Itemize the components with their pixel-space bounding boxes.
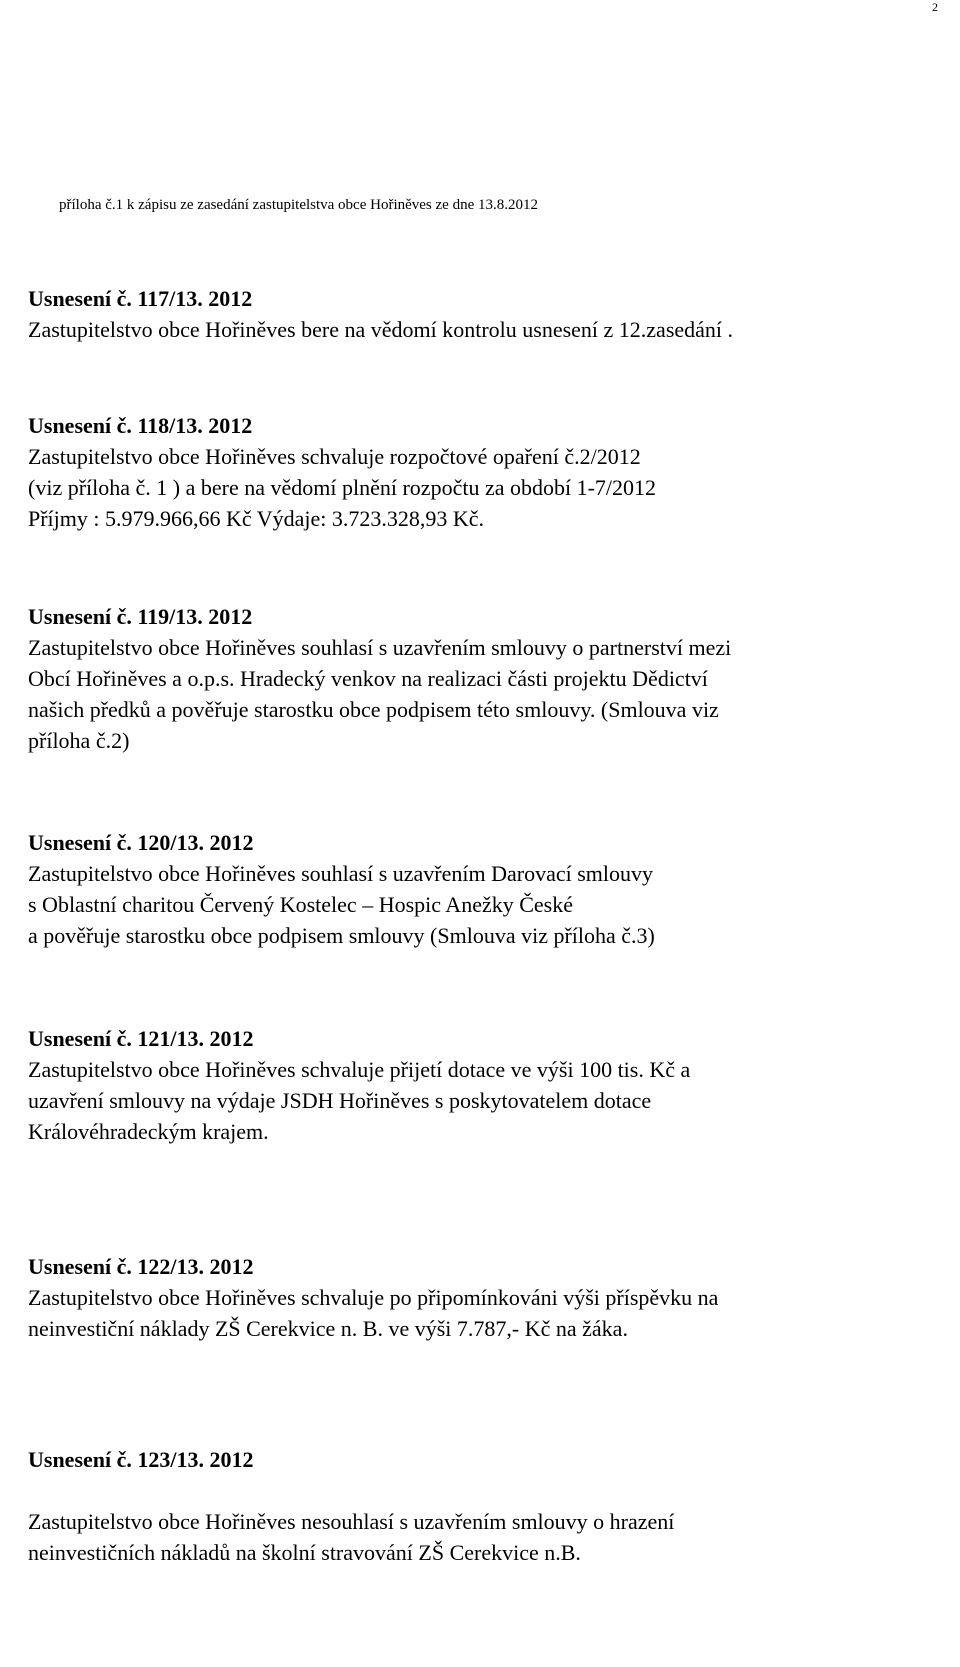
resolution-118 — [28, 410, 953, 534]
resolution-120 — [28, 827, 953, 951]
header-note: příloha č.1 k zápisu ze zasedání zastupitelstva obce Hořiněves ze dne 13.8.2012 — [59, 197, 538, 213]
resolution-text-line: Zastupitelstvo obce Hořiněves souhlasí s uzavřením Darovací smlouvy — [28, 861, 654, 886]
resolution-text-line: (viz příloha č. 1 ) a bere na vědomí plnění rozpočtu za období 1-7/2012 — [28, 475, 657, 500]
resolution-title: Usnesení č. 117/13. 2012 — [28, 286, 253, 311]
resolution-text-line: neinvestiční náklady ZŠ Cerekvice n. B. ve výši 7.787,- Kč na žáka. — [28, 1316, 628, 1341]
resolution-text-line: Zastupitelstvo obce Hořiněves schvaluje přijetí dotace ve výši 100 tis. Kč a — [28, 1057, 691, 1082]
resolution-text-line: Zastupitelstvo obce Hořiněves souhlasí s uzavřením smlouvy o partnerství mezi — [28, 635, 732, 660]
resolution-122 — [28, 1251, 953, 1344]
resolution-text-line: Zastupitelstvo obce Hořiněves schvaluje po připomínkováni výši příspěvku na — [28, 1285, 719, 1310]
resolution-title: Usnesení č. 120/13. 2012 — [28, 830, 254, 855]
resolution-blank-line — [28, 1475, 953, 1506]
resolution-title: Usnesení č. 122/13. 2012 — [28, 1254, 254, 1279]
resolution-text-line: našich předků a pověřuje starostku obce podpisem této smlouvy. (Smlouva viz — [28, 697, 719, 722]
resolution-text-line: s Oblastní charitou Červený Kostelec – Hospic Anežky České — [28, 892, 573, 917]
resolution-119 — [28, 601, 953, 756]
resolution-121 — [28, 1023, 953, 1147]
resolution-title: Usnesení č. 123/13. 2012 — [28, 1447, 254, 1472]
page-number: 2 — [932, 0, 938, 14]
resolution-title: Usnesení č. 119/13. 2012 — [28, 604, 253, 629]
resolution-text-line: Obcí Hořiněves a o.p.s. Hradecký venkov na realizaci části projektu Dědictví — [28, 666, 708, 691]
resolution-text-line: a pověřuje starostku obce podpisem smlouvy (Smlouva viz příloha č.3) — [28, 923, 655, 948]
resolution-text-line: Zastupitelstvo obce Hořiněves nesouhlasí s uzavřením smlouvy o hrazení — [28, 1509, 675, 1534]
resolution-117 — [28, 283, 953, 345]
resolution-text-line: neinvestičních nákladů na školní stravování ZŠ Cerekvice n.B. — [28, 1540, 581, 1565]
resolution-text-line: Zastupitelstvo obce Hořiněves schvaluje rozpočtové opaření č.2/2012 — [28, 444, 641, 469]
resolution-text-line: příloha č.2) — [28, 728, 130, 753]
resolution-text-line: Příjmy : 5.979.966,66 Kč Výdaje: 3.723.328,93 Kč. — [28, 506, 485, 531]
resolution-title: Usnesení č. 118/13. 2012 — [28, 413, 253, 438]
resolution-text-line: Zastupitelstvo obce Hořiněves bere na vědomí kontrolu usnesení z 12.zasedání . — [28, 317, 734, 342]
resolution-text-line: uzavření smlouvy na výdaje JSDH Hořiněves s poskytovatelem dotace — [28, 1088, 652, 1113]
resolution-title: Usnesení č. 121/13. 2012 — [28, 1026, 254, 1051]
resolution-123 — [28, 1444, 953, 1568]
resolution-text-line: Královéhradeckým krajem. — [28, 1119, 269, 1144]
